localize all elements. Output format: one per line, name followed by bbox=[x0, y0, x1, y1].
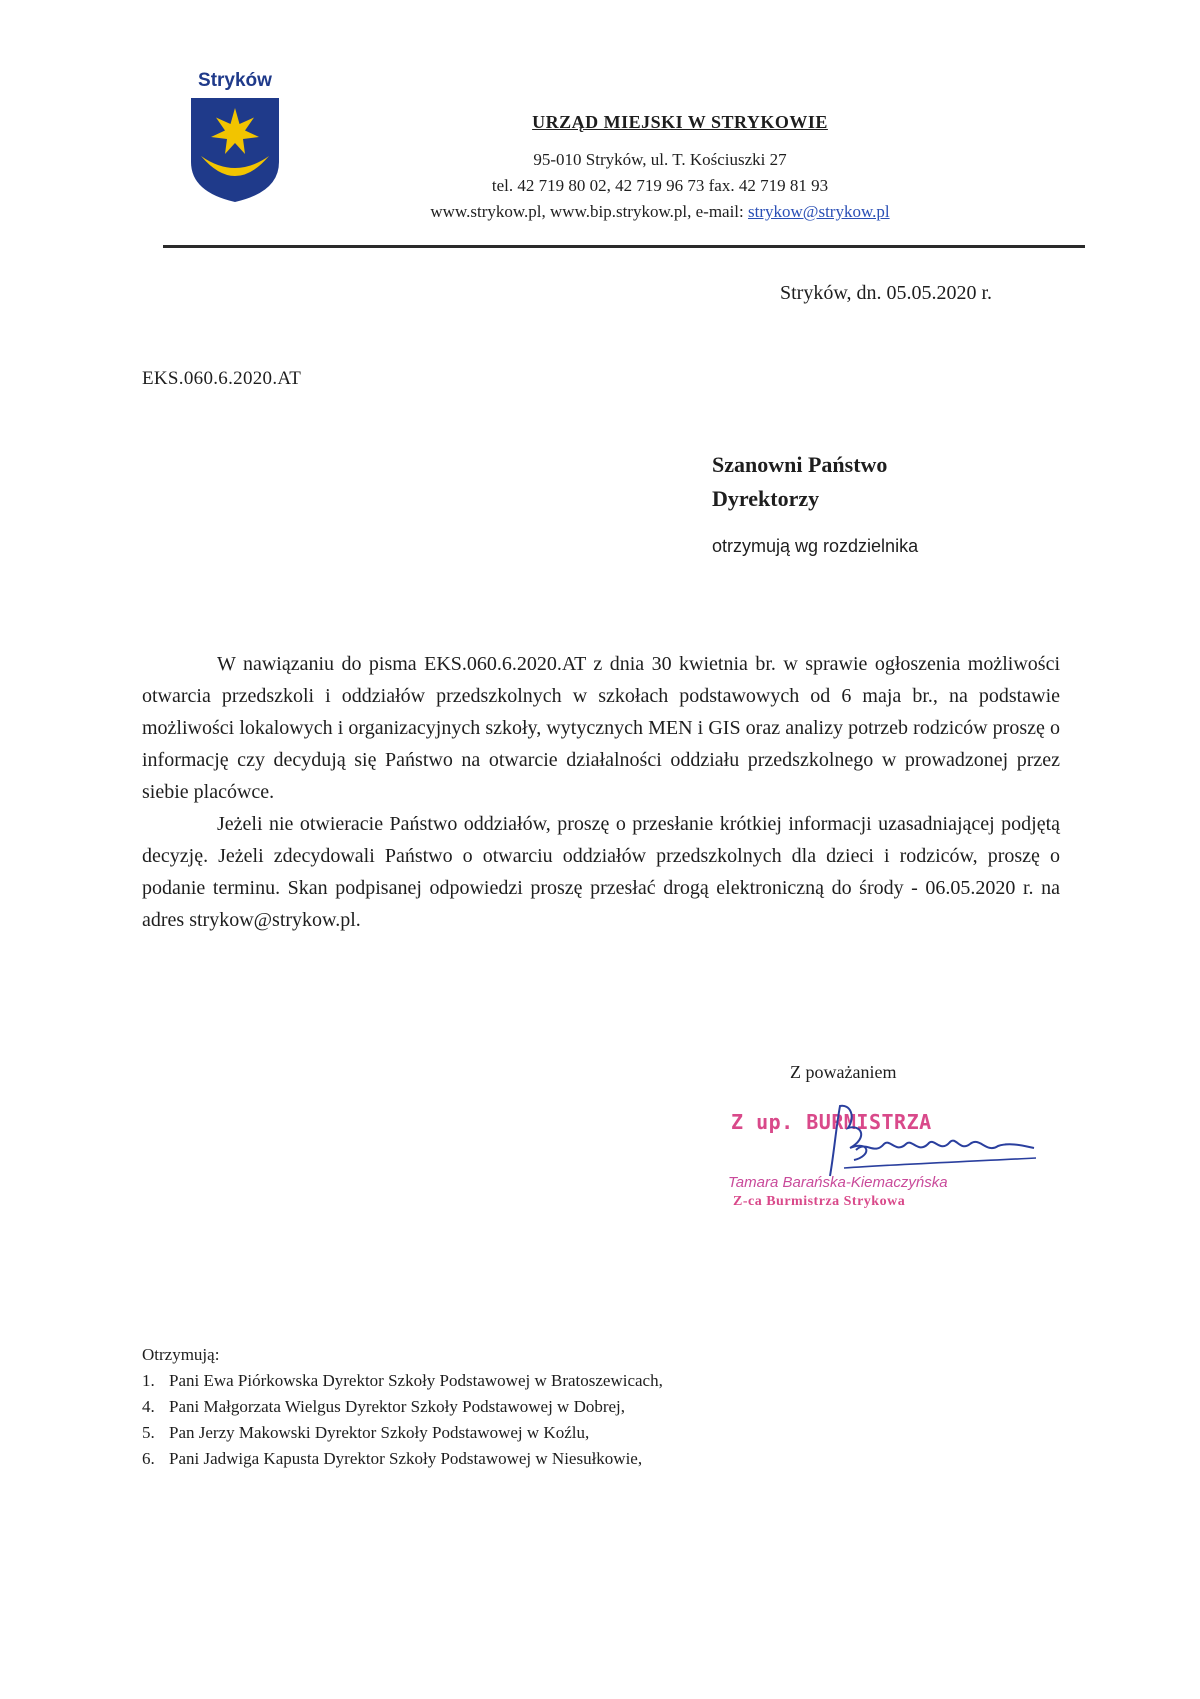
stamp-signatory-title: Z-ca Burmistrza Strykowa bbox=[733, 1194, 906, 1209]
stamp-authority: Z up. BURMISTRZA bbox=[731, 1110, 932, 1134]
stamp-signatory-name: Tamara Barańska-Kiemaczyńska bbox=[728, 1174, 948, 1191]
body-paragraph-2: Jeżeli nie otwieracie Państwo oddziałów, proszę o przesłanie krótkiej informacji uzasadniającej podjętą decyzję. Jeżeli zdecydowali Państwo o otwarciu oddziałów przedszkolnych dla dzieci i rodziców, proszę o podanie terminu. Skan podpisanej odpowiedzi proszę przesłać drogą elektroniczną do środy - 06.05.2020 r. na adres strykow@strykow.pl. bbox=[142, 813, 1060, 931]
header-divider bbox=[163, 245, 1085, 248]
item-text: Pani Ewa Piórkowska Dyrektor Szkoły Podstawowej w Bratoszewicach, bbox=[169, 1371, 663, 1390]
office-web bbox=[280, 199, 1040, 225]
recipients-list bbox=[142, 1342, 663, 1472]
item-number: 5. bbox=[142, 1423, 155, 1442]
crest-town-name: Stryków bbox=[198, 70, 272, 91]
recipients-heading: Otrzymują: bbox=[142, 1345, 220, 1364]
list-item bbox=[142, 1368, 663, 1394]
letter-date: Stryków, dn. 05.05.2020 r. bbox=[780, 282, 993, 304]
item-text: Pani Jadwiga Kapusta Dyrektor Szkoły Podstawowej w Niesułkowie, bbox=[169, 1449, 643, 1468]
letterhead bbox=[280, 112, 1040, 225]
letter-body bbox=[142, 648, 1060, 936]
reference-number: EKS.060.6.2020.AT bbox=[142, 368, 302, 389]
office-name: URZĄD MIEJSKI W STRYKOWIE bbox=[532, 112, 828, 132]
closing-salutation: Z poważaniem bbox=[790, 1062, 897, 1082]
web-addresses: www.strykow.pl, www.bip.strykow.pl, e-mail: bbox=[430, 202, 749, 221]
office-address: 95-010 Stryków, ul. T. Kościuszki 27 bbox=[533, 150, 787, 169]
coat-of-arms bbox=[185, 70, 285, 204]
body-paragraph-1: W nawiązaniu do pisma EKS.060.6.2020.AT z dnia 30 kwietnia br. w sprawie ogłoszenia możliwości otwarcia przedszkoli i oddziałów przedszkolnych w szkołach podstawowych od 6 maja br., na podstawie możliwości lokalowych i organizacyjnych szkoły, wytycznych MEN i GIS oraz analizy potrzeb rodziców proszę o informację czy decydują się Państwo na otwarcie działalności oddziału przedszkolnego w prowadzonej przez siebie placówce. bbox=[142, 653, 1060, 803]
item-number: 1. bbox=[142, 1371, 155, 1390]
email-link[interactable]: strykow@strykow.pl bbox=[748, 202, 890, 221]
item-number: 6. bbox=[142, 1449, 155, 1468]
office-phone: tel. 42 719 80 02, 42 719 96 73 fax. 42 719 81 93 bbox=[491, 176, 829, 195]
item-text: Pani Małgorzata Wielgus Dyrektor Szkoły Podstawowej w Dobrej, bbox=[169, 1397, 626, 1416]
item-number: 4. bbox=[142, 1397, 155, 1416]
addressee-block bbox=[712, 448, 918, 557]
item-text: Pan Jerzy Makowski Dyrektor Szkoły Podstawowej w Koźlu, bbox=[169, 1423, 590, 1442]
addressee-line-2: Dyrektorzy bbox=[712, 486, 820, 511]
distribution-note: otrzymują wg rozdzielnika bbox=[712, 536, 919, 556]
addressee-line-1: Szanowni Państwo bbox=[712, 452, 888, 477]
list-item bbox=[142, 1420, 663, 1446]
official-stamp bbox=[728, 1098, 1048, 1218]
list-item bbox=[142, 1394, 663, 1420]
crest-shield-icon bbox=[187, 96, 283, 204]
list-item bbox=[142, 1446, 663, 1472]
